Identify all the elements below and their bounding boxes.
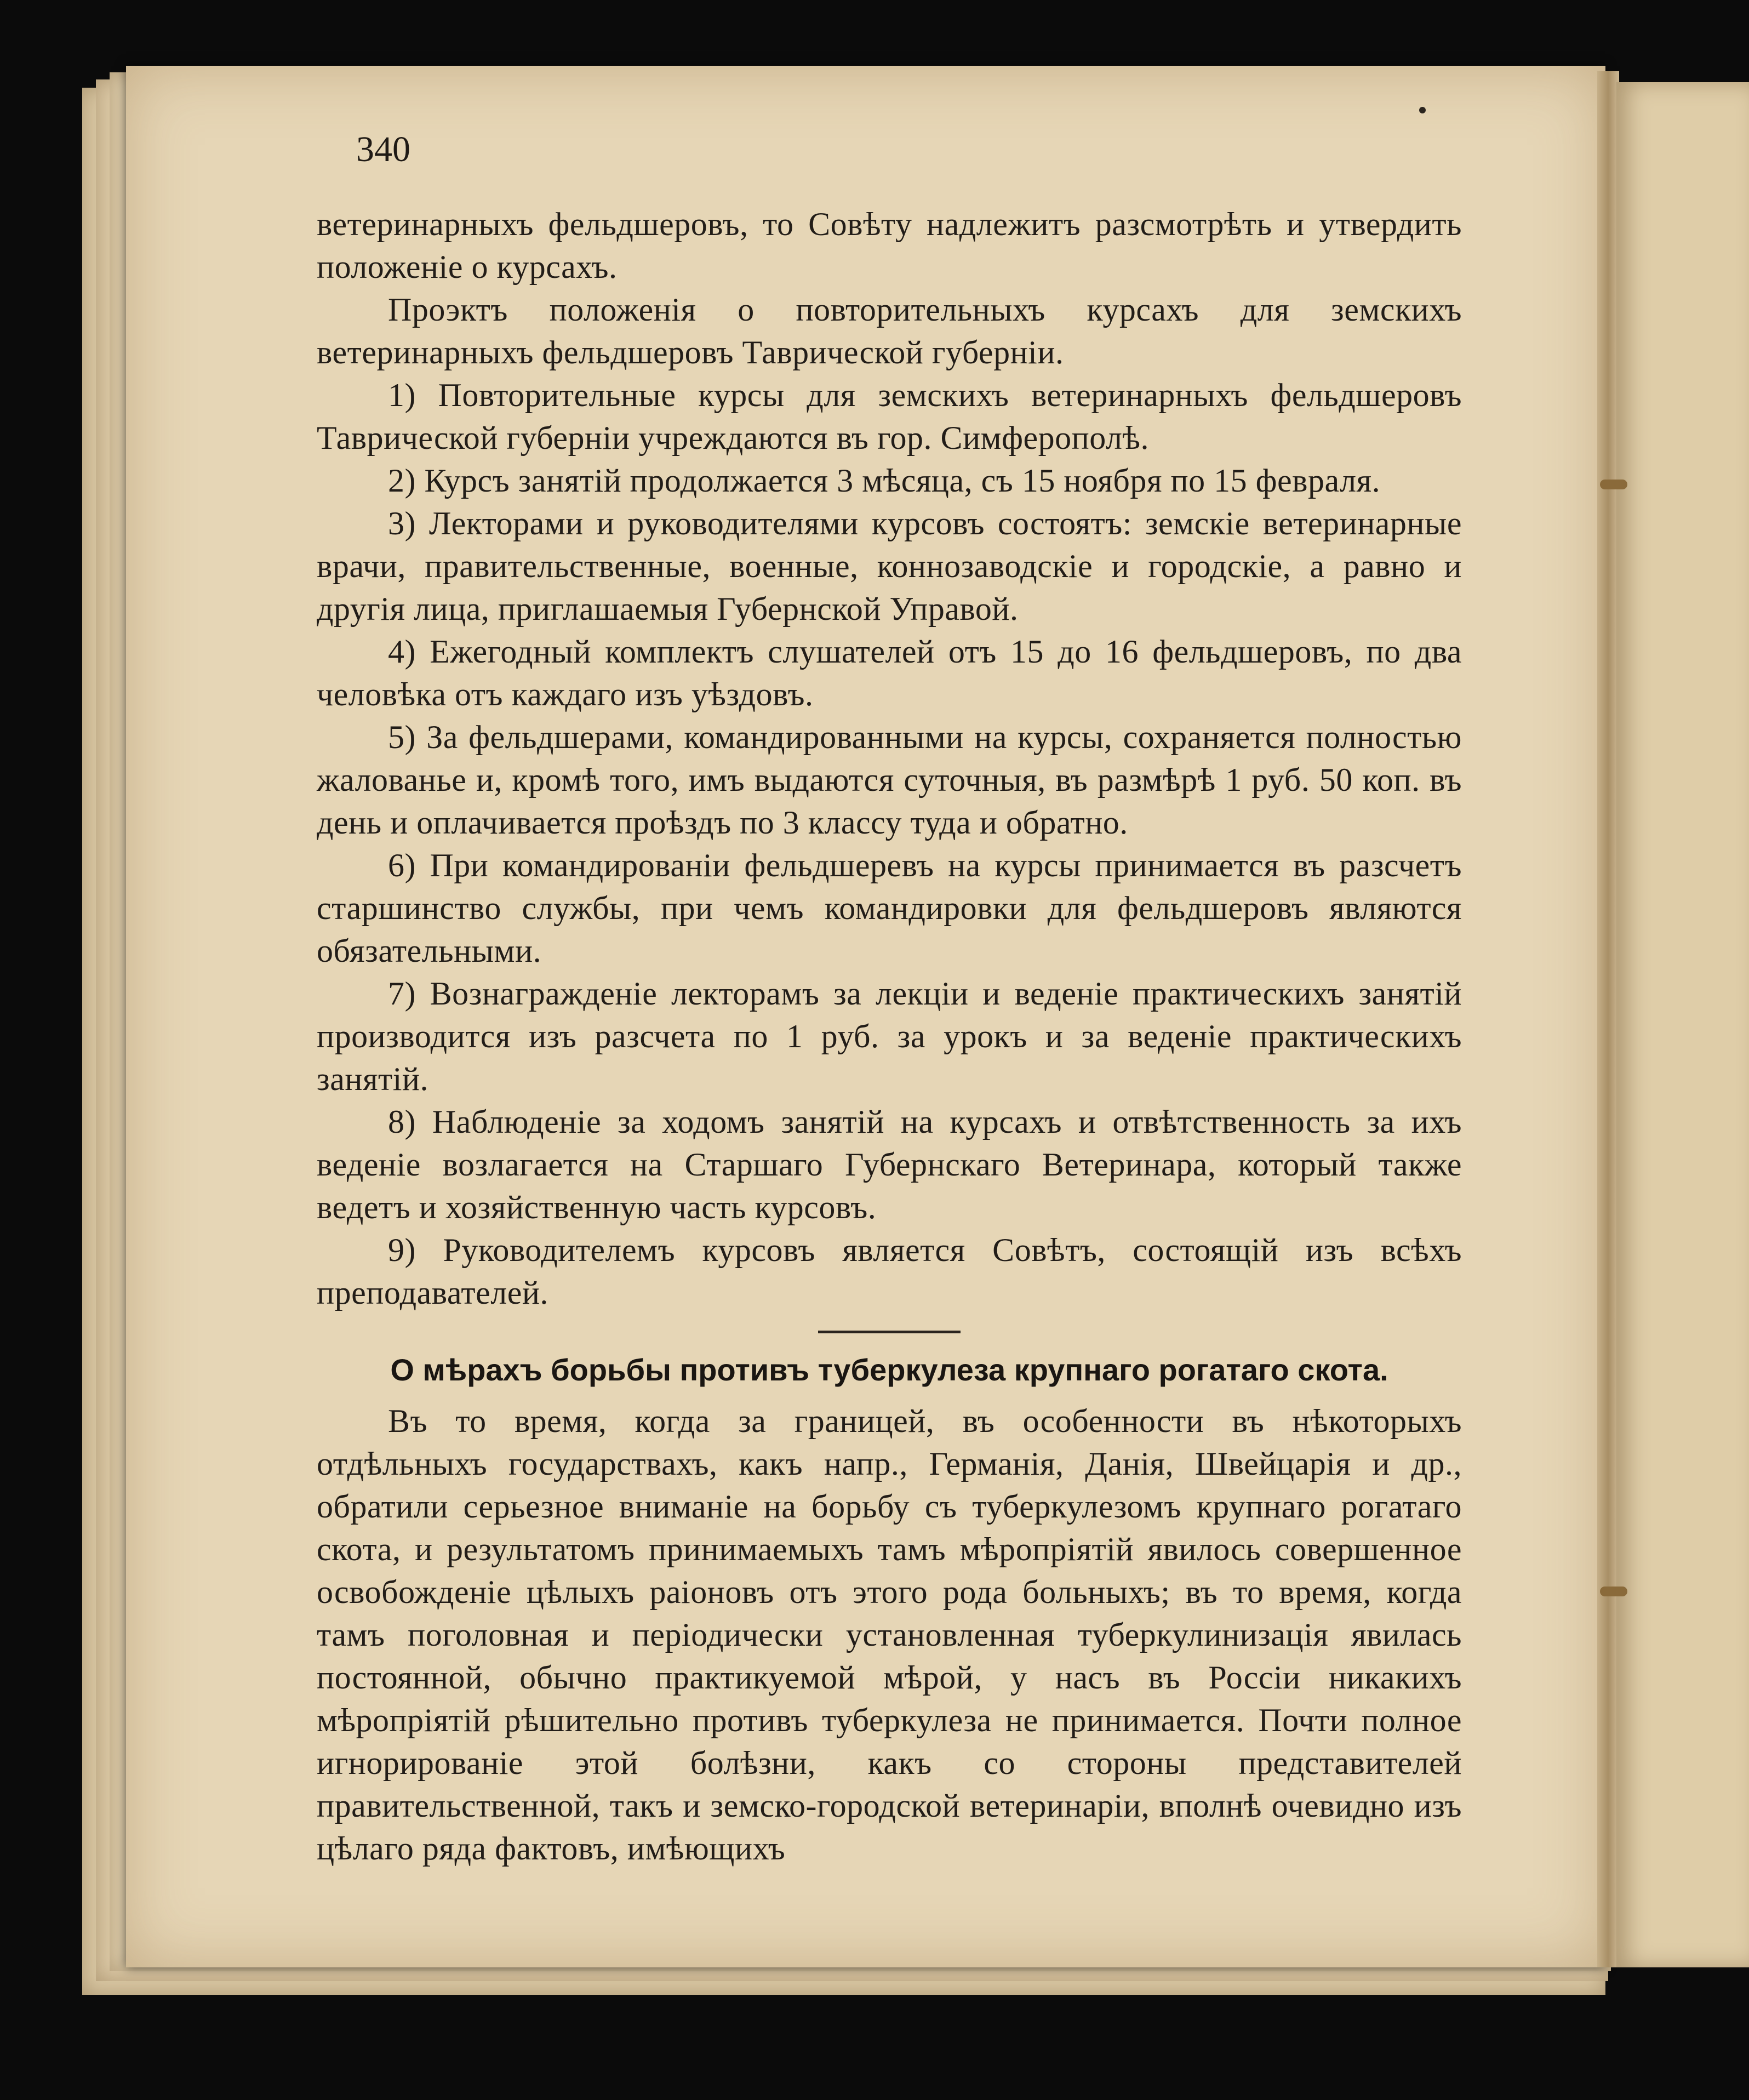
paragraph: 3) Лекторами и руководителями курсовъ состоятъ: земскіе ветеринарные врачи, правительственные, военные, коннозаводскіе и городскіе, а равно и другія лица, приглашаемыя Губернской Управой. [317, 505, 1462, 627]
page-body [317, 203, 1462, 1870]
paragraph-group-bottom [317, 1400, 1462, 1870]
paragraph: 7) Вознагражденіе лекторамъ за лекціи и веденіе практическихъ занятій производится изъ разсчета по 1 руб. за урокъ и за веденіе практическихъ занятій. [317, 975, 1462, 1097]
paragraph: 4) Ежегодный комплектъ слушателей отъ 15 до 16 фельдшеровъ, по два человѣка отъ каждаго изъ уѣздовъ. [317, 634, 1462, 712]
book-gutter [1597, 71, 1619, 1967]
ink-speck [1419, 107, 1426, 113]
page-number: 340 [356, 129, 410, 169]
paragraph: 9) Руководителемъ курсовъ является Совѣтъ, состоящій изъ всѣхъ преподавателей. [317, 1232, 1462, 1311]
facing-page-edge [1616, 82, 1749, 1967]
paragraph: 1) Повторительные курсы для земскихъ ветеринарныхъ фельдшеровъ Таврической губерніи учреждаются въ гор. Симферополѣ. [317, 377, 1462, 456]
paragraph: 6) При командированіи фельдшеревъ на курсы принимается въ разсчетъ старшинство службы, при чемъ командировки для фельдшеровъ являются обязательными. [317, 847, 1462, 969]
binding-thread-mark [1600, 480, 1627, 489]
section-heading: О мѣрахъ борьбы противъ туберкулеза крупнаго рогатаго скота. [390, 1353, 1388, 1387]
paragraph-group-top [317, 203, 1462, 1314]
binding-thread-mark [1600, 1587, 1627, 1596]
paragraph: 8) Наблюденіе за ходомъ занятій на курсахъ и отвѣтственность за ихъ веденіе возлагается на Старшаго Губернскаго Ветеринара, который также ведетъ и хозяйственную часть курсовъ. [317, 1104, 1462, 1225]
paragraph: ветеринарныхъ фельдшеровъ, то Совѣту надлежитъ разсмотрѣть и утвердить положеніе о курсахъ. [317, 206, 1462, 285]
section-divider [818, 1331, 961, 1333]
paragraph: 5) За фельдшерами, командированными на курсы, сохраняется полностью жалованье и, кромѣ того, имъ выдаются суточныя, въ размѣрѣ 1 руб. 50 коп. въ день и оплачивается проѣздъ по 3 классу туда и обратно. [317, 719, 1462, 841]
paragraph: Въ то время, когда за границей, въ особенности въ нѣкоторыхъ отдѣльныхъ государствахъ, какъ напр., Германія, Данія, Швейцарія и др., обратили серьезное вниманіе на борьбу съ туберкулезомъ крупнаго рогатаго скота, и результатомъ принимаемыхъ тамъ мѣропріятій явилось совершенное освобожденіе цѣлыхъ раіоновъ отъ этого рода больныхъ; въ то время, когда тамъ поголовная и періодически установленная туберкулинизація явилась постоянной, обычно практикуемой мѣрой, у насъ въ Россіи никакихъ мѣропріятій рѣшительно противъ туберкулеза не принимается. Почти полное игнорированіе этой болѣзни, какъ со стороны представителей правительственной, такъ и земско-городской ветеринаріи, вполнѣ очевидно изъ цѣлаго ряда фактовъ, имѣющихъ [317, 1403, 1462, 1867]
paragraph: 2) Курсъ занятій продолжается 3 мѣсяца, съ 15 ноября по 15 февраля. [388, 463, 1381, 499]
paragraph: Проэктъ положенія о повторительныхъ курсахъ для земскихъ ветеринарныхъ фельдшеровъ Таврической губерніи. [317, 292, 1462, 370]
